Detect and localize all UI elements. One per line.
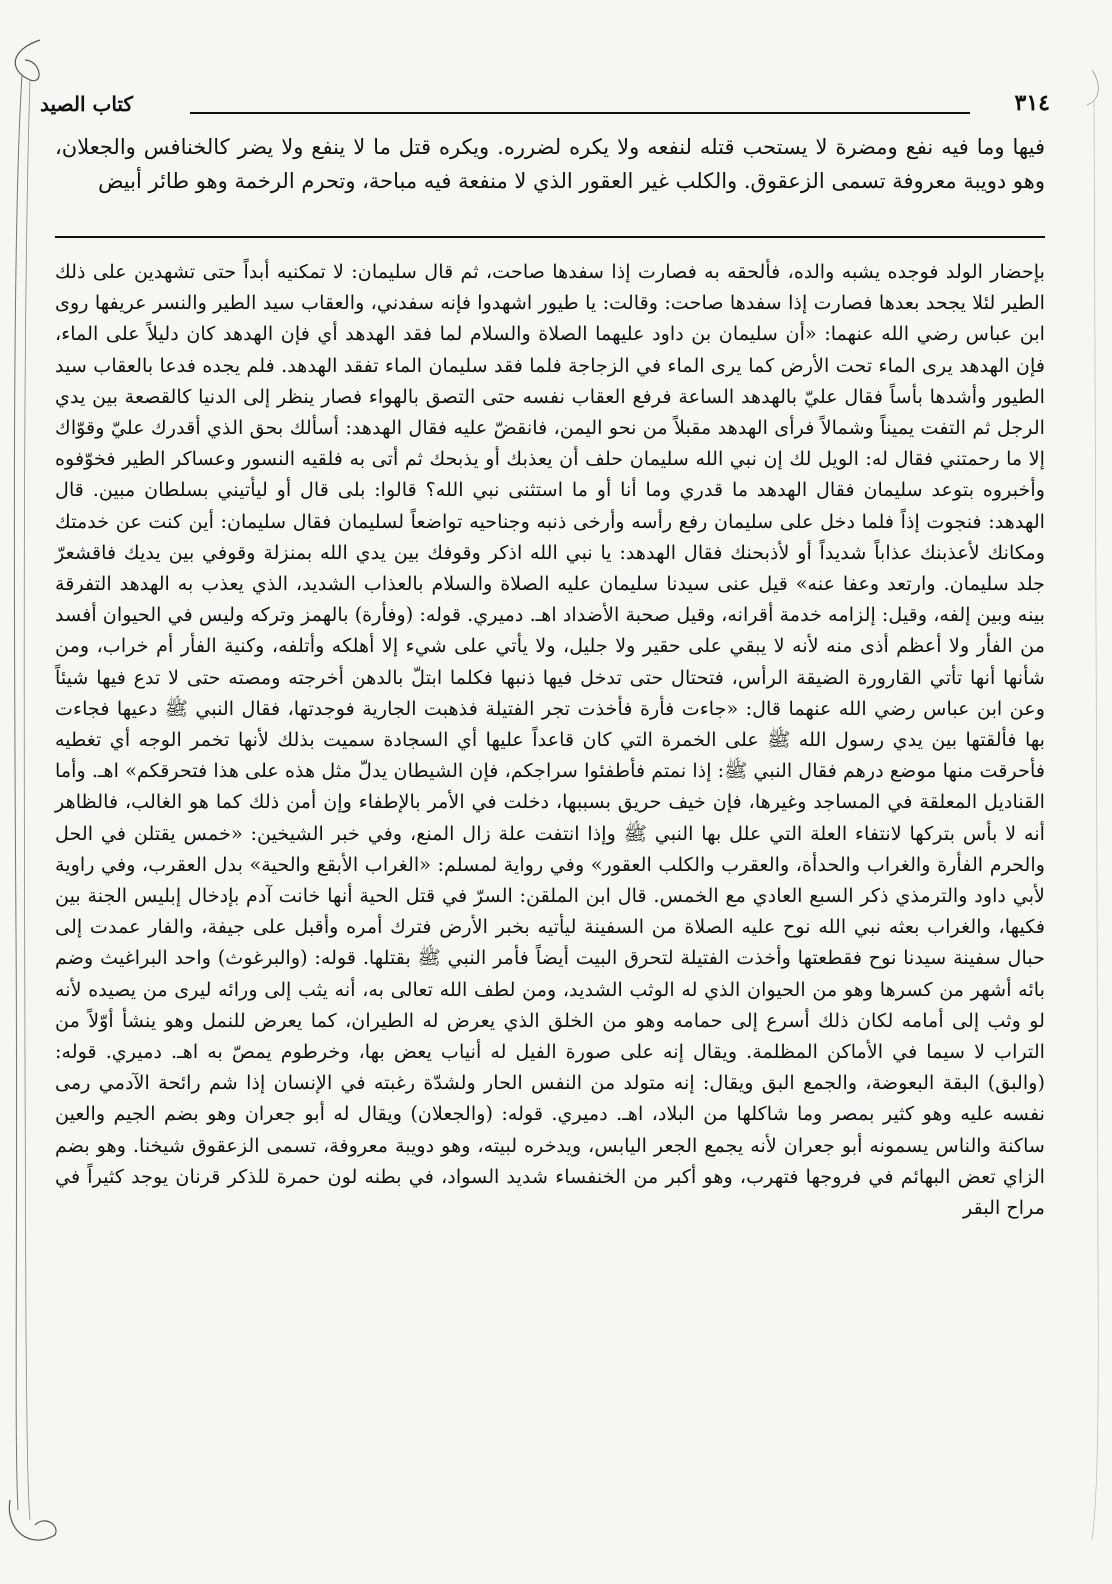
header-rule	[190, 112, 970, 114]
section-separator	[55, 236, 1045, 238]
page-header	[40, 90, 1060, 124]
scroll-border-left-icon	[0, 30, 60, 1560]
scroll-border-right-icon	[1052, 60, 1112, 1560]
chapter-title: كتاب الصيد	[40, 92, 133, 116]
page-number: ٣١٤	[1014, 90, 1050, 116]
main-text: فيها وما فيه نفع ومضرة لا يستحب قتله لنفعه ولا يكره لضرره. ويكره قتل ما لا ينفع ولا يضر كالخنافس والجعلان، وهو دويبة معروفة تسمى الزعقوق. والكلب غير العقور الذي لا منفعة فيه مباحة، وتحرم الرخمة وهو طائر أبيض	[55, 135, 1045, 193]
commentary-text: بإحضار الولد فوجده يشبه والده، فألحقه به فصارت إذا سفدها صاحت، ثم قال سليمان: لا تمكنيه أبداً حتى تشهدين على ذلك الطير لئلا يجحد بعدها فصارت إذا سفدها صاحت: وقالت: يا طيور اشهدوا فإنه سفدني، والعقاب سيد الطير والنسر عريفها روى ابن عباس رضي الله عنهما: «أن سليمان بن داود عليهما الصلاة والسلام لما فقد الهدهد أي فإن الهدهد كان دليلاً على الماء، فإن الهدهد يرى الماء تحت الأرض كما يرى الماء في الزجاجة فلما فقد سليمان الماء تفقد الهدهد. فلم يجده فدعا بالعقاب سيد الطيور وأشدها بأساً فقال عليّ بالهدهد الساعة فرفع العقاب نفسه حتى التصق بالهواء فصار ينظر إلى الدنيا كالقصعة بين يدي الرجل ثم التفت يميناً وشمالاً فرأى الهدهد مقبلاً من نحو اليمن، فانقضّ عليه فقال الهدهد: أسألك بحق الذي أقدرك عليّ وقوّاك إلا ما رحمتني فقال له: الويل لك إن نبي الله سليمان حلف أن يعذبك أو يذبحك ثم أتى به فلقيه النسور وعساكر الطير فخوّفوه وأخبروه بتوعد سليمان فقال الهدهد ما قدري وما أنا أو ما استثنى نبي الله؟ قالوا: بلى قال أو ليأتيني بسلطان مبين. قال الهدهد: فنجوت إذاً فلما دخل على سليمان رفع رأسه وأرخى ذنبه وجناحيه تواضعاً لسليمان فقال سليمان: أين كنت عن خدمتك ومكانك لأعذبنك عذاباً شديداً أو لأذبحنك فقال الهدهد: يا نبي الله اذكر وقوفك بين يدي الله بمنزلة وقوفي بين يديك فاقشعرّ جلد سليمان. وارتعد وعفا عنه» قيل عنى سيدنا سليمان عليه الصلاة والسلام بالعذاب الشديد، الذي يعذب به الهدهد التفرقة بينه وبين إلفه، وقيل: إلزامه خدمة أقرانه، وقيل صحبة الأضداد اهـ. دميري. قوله: (وفأرة) بالهمز وتركه وليس في الحيوان أفسد من الفأر ولا أعظم أذى منه لأنه لا يبقي على حقير ولا جليل، ولا يأتي على شيء إلا أهلكه وأتلفه، وكنية الفأر أم خراب، ومن شأنها أنها تأتي القارورة الضيقة الرأس، فتحتال حتى تدخل فيها ذنبها فكلما ابتلّ بالدهن أخرجته ومصته حتى لا تدع فيها شيئاً وعن ابن عباس رضي الله عنهما قال: «جاءت فأرة فأخذت تجر الفتيلة فذهبت الجارية فوجدتها، فقال النبي ﷺ دعيها فجاءت بها فألقتها بين يدي رسول الله ﷺ على الخمرة التي كان قاعداً عليها أي السجادة سميت بذلك لأنها تخمر الوجه أي تغطيه فأحرقت منها موضع درهم فقال النبي ﷺ: إذا نمتم فأطفئوا سراجكم، فإن الشيطان يدلّ مثل هذه على هذا فتحرقكم» اهـ. وأما القناديل المعلقة في المساجد وغيرها، فإن خيف حريق بسببها، دخلت في الأمر بالإطفاء وإن أمن ذلك كما هو الغالب، فالظاهر أنه لا بأس بتركها لانتفاء العلة التي علل بها النبي ﷺ وإذا انتفت علة زال المنع، وفي خبر الشيخين: «خمس يقتلن في الحل والحرم الفأرة والغراب والحدأة، والعقرب والكلب العقور» وفي رواية لمسلم: «الغراب الأبقع والحية» بدل العقرب، وفي راوية لأبي داود والترمذي ذكر السبع العادي مع الخمس. قال ابن الملقن: السرّ في قتل الحية أنها خانت آدم بإدخال إبليس الجنة بين فكيها، والغراب بعثه نبي الله نوح عليه الصلاة من السفينة ليأتيه بخبر الأرض فترك أمره وأقبل على جيفة، والفار عمدت إلى حبال سفينة سيدنا نوح فقطعتها وأخذت الفتيلة لتحرق البيت أيضاً فأمر النبي ﷺ بقتلها. قوله: (والبرغوث) واحد البراغيث وضم بائه أشهر من كسرها وهو من الحيوان الذي له الوثب الشديد، ومن لطف الله تعالى به، أنه يثب إلى ورائه ليرى من يصيده لأنه لو وثب إلى أمامه لكان ذلك أسرع إلى حمامه وهو من الخلق الذي يعرض له الطيران، كما يعرض للنمل وهو ينشأ أوّلاً من التراب لا سيما في الأماكن المظلمة. ويقال إنه على صورة الفيل له أنياب يعض بها، وخرطوم يمصّ به اهـ. دميري. قوله: (والبق) البقة البعوضة، والجمع البق ويقال: إنه متولد من النفس الحار ولشدّة رغبته في الإنسان إذا شم رائحة الآدمي رمى نفسه عليه وهو كثير بمصر وما شاكلها من البلاد، اهـ. دميري. قوله: (والجعلان) ويقال له أبو جعران وهو بضم الجيم والعين ساكنة والناس يسمونه أبو جعران لأنه يجمع الجعر اليابس، ويدخره لبيته، وهو دويبة معروفة، تسمى الزعقوق شيخنا. وهو بضم الزاي تعض البهائم في فروجها فتهرب، وهو أكبر من الخنفساء شديد السواد، في بطنه لون حمرة للذكر قرنان يوجد كثيراً في مراح البقر	[55, 260, 1045, 1220]
